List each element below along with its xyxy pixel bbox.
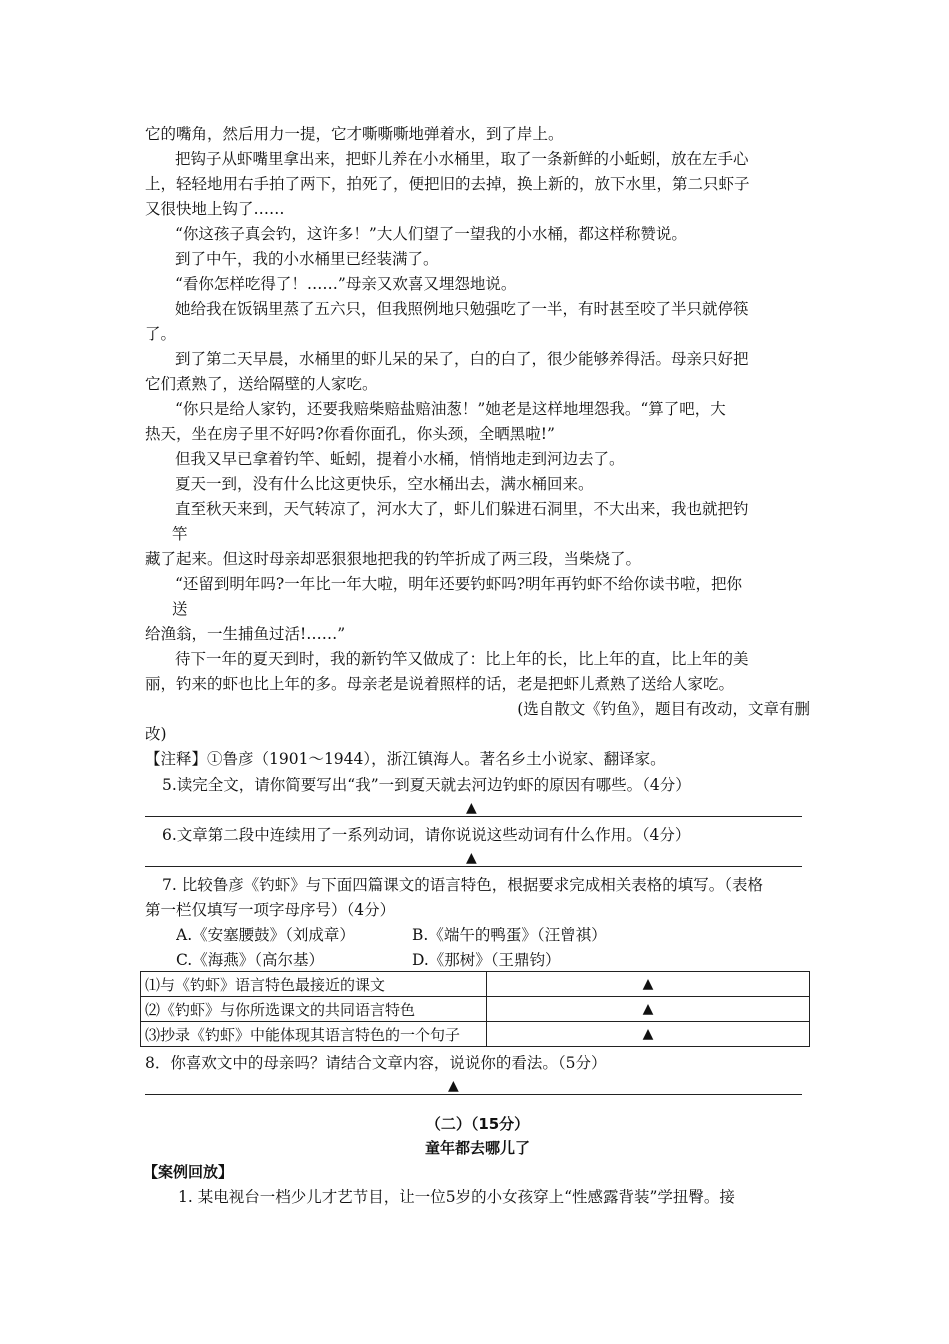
answer-line[interactable] <box>145 1094 802 1095</box>
question-7: 第一栏仅填写一项字母序号）（4分） <box>145 901 396 919</box>
story-line: 它的嘴角，然后用力一提，它才嘶嘶嘶地弹着水，到了岸上。 <box>145 125 564 143</box>
story-line: “还留到明年吗?一年比一年大啦，明年还要钓虾吗?明年再钓虾不给你读书啦，把你 <box>175 575 743 593</box>
story-line: “你这孩子真会钓，这许多！”大人们望了一望我的小水桶，都这样称赞说。 <box>175 225 687 243</box>
option-b: B.《端午的鸭蛋》（汪曾祺） <box>412 926 607 944</box>
story-line: 待下一年的夏天到时，我的新钓竿又做成了：比上年的长，比上年的直，比上年的美 <box>175 650 749 668</box>
story-line: 但我又早已拿着钓竿、蚯蚓，提着小水桶，悄悄地走到河边去了。 <box>175 450 625 468</box>
story-line: 到了中午，我的小水桶里已经装满了。 <box>175 250 439 268</box>
annotation-note: 【注释】①鲁彦（1901～1944），浙江镇海人。著名乡土小说家、翻译家。 <box>145 750 666 768</box>
option-c: C.《海燕》（高尔基） <box>176 951 324 969</box>
answer-line[interactable] <box>145 866 802 867</box>
answer-marker: ▲ <box>466 800 477 816</box>
answer-marker: ▲ <box>466 850 477 866</box>
story-line: 了。 <box>145 325 177 343</box>
story-line: 给渔翁，一生捕鱼过活!……” <box>145 625 346 643</box>
table-answer-cell[interactable]: ▲ <box>487 972 810 997</box>
story-line: “看你怎样吃得了！……”母亲又欢喜又埋怨地说。 <box>175 275 517 293</box>
story-line: 热天，坐在房子里不好吗?你看你面孔，你头颈，全晒黑啦!” <box>145 425 555 443</box>
source-citation: (选自散文《钓鱼》，题目有改动，文章有删 <box>517 700 810 718</box>
story-line: 送 <box>172 600 188 618</box>
source-citation: 改) <box>145 725 167 743</box>
table-answer-cell[interactable]: ▲ <box>487 997 810 1022</box>
answer-line[interactable] <box>145 816 802 817</box>
table-label-cell: ⑶抄录《钓虾》中能体现其语言特色的一个句子 <box>141 1022 487 1047</box>
question-6: 6.文章第二段中连续用了一系列动词，请你说说这些动词有什么作用。（4分） <box>162 826 691 844</box>
table-answer-cell[interactable]: ▲ <box>487 1022 810 1047</box>
question-5: 5.读完全文，请你简要写出“我”一到夏天就去河边钓虾的原因有哪些。（4分） <box>162 776 691 794</box>
answer-marker: ▲ <box>448 1078 459 1094</box>
case-label: 【案例回放】 <box>143 1163 234 1181</box>
table-row <box>141 972 810 997</box>
story-line: 把钩子从虾嘴里拿出来，把虾儿养在小水桶里，取了一条新鲜的小蚯蚓，放在左手心 <box>175 150 749 168</box>
story-line: 藏了起来。但这时母亲却恶狠狠地把我的钓竿折成了两三段，当柴烧了。 <box>145 550 642 568</box>
comparison-table <box>140 971 810 1047</box>
story-line: 又很快地上钩了…… <box>145 200 285 218</box>
story-line: 竿 <box>172 525 188 543</box>
story-line: 到了第二天早晨，水桶里的虾儿呆的呆了，白的白了，很少能够养得活。母亲只好把 <box>175 350 749 368</box>
section-header: （二）（15分） <box>425 1115 530 1133</box>
case-text: 1. 某电视台一档少儿才艺节目，让一位5岁的小女孩穿上“性感露背装”学扭臀。接 <box>178 1188 735 1206</box>
table-row <box>141 997 810 1022</box>
story-line: 直至秋天来到，天气转凉了，河水大了，虾儿们躲进石洞里，不大出来，我也就把钓 <box>175 500 749 518</box>
table-row <box>141 1022 810 1047</box>
question-8: 8．你喜欢文中的母亲吗？请结合文章内容，说说你的看法。（5分） <box>145 1054 607 1072</box>
option-d: D.《那树》（王鼎钧） <box>412 951 561 969</box>
table-label-cell: ⑵《钓虾》与你所选课文的共同语言特色 <box>141 997 487 1022</box>
story-line: “你只是给人家钓，还要我赔柴赔盐赔油葱！”她老是这样地埋怨我。“算了吧，大 <box>175 400 726 418</box>
story-line: 丽，钓来的虾也比上年的多。母亲老是说着照样的话，老是把虾儿煮熟了送给人家吃。 <box>145 675 735 693</box>
story-line: 上，轻轻地用右手拍了两下，拍死了，便把旧的去掉，换上新的，放下水里，第二只虾子 <box>145 175 750 193</box>
table-label-cell: ⑴与《钓虾》语言特色最接近的课文 <box>141 972 487 997</box>
story-line: 它们煮熟了，送给隔壁的人家吃。 <box>145 375 378 393</box>
question-7: 7. 比较鲁彦《钓虾》与下面四篇课文的语言特色，根据要求完成相关表格的填写。（表格 <box>162 876 763 894</box>
section-title: 童年都去哪儿了 <box>424 1139 530 1157</box>
story-line: 她给我在饭锅里蒸了五六只，但我照例地只勉强吃了一半，有时甚至咬了半只就停筷 <box>175 300 749 318</box>
story-line: 夏天一到，没有什么比这更快乐，空水桶出去，满水桶回来。 <box>175 475 594 493</box>
option-a: A.《安塞腰鼓》（刘成章） <box>176 926 355 944</box>
